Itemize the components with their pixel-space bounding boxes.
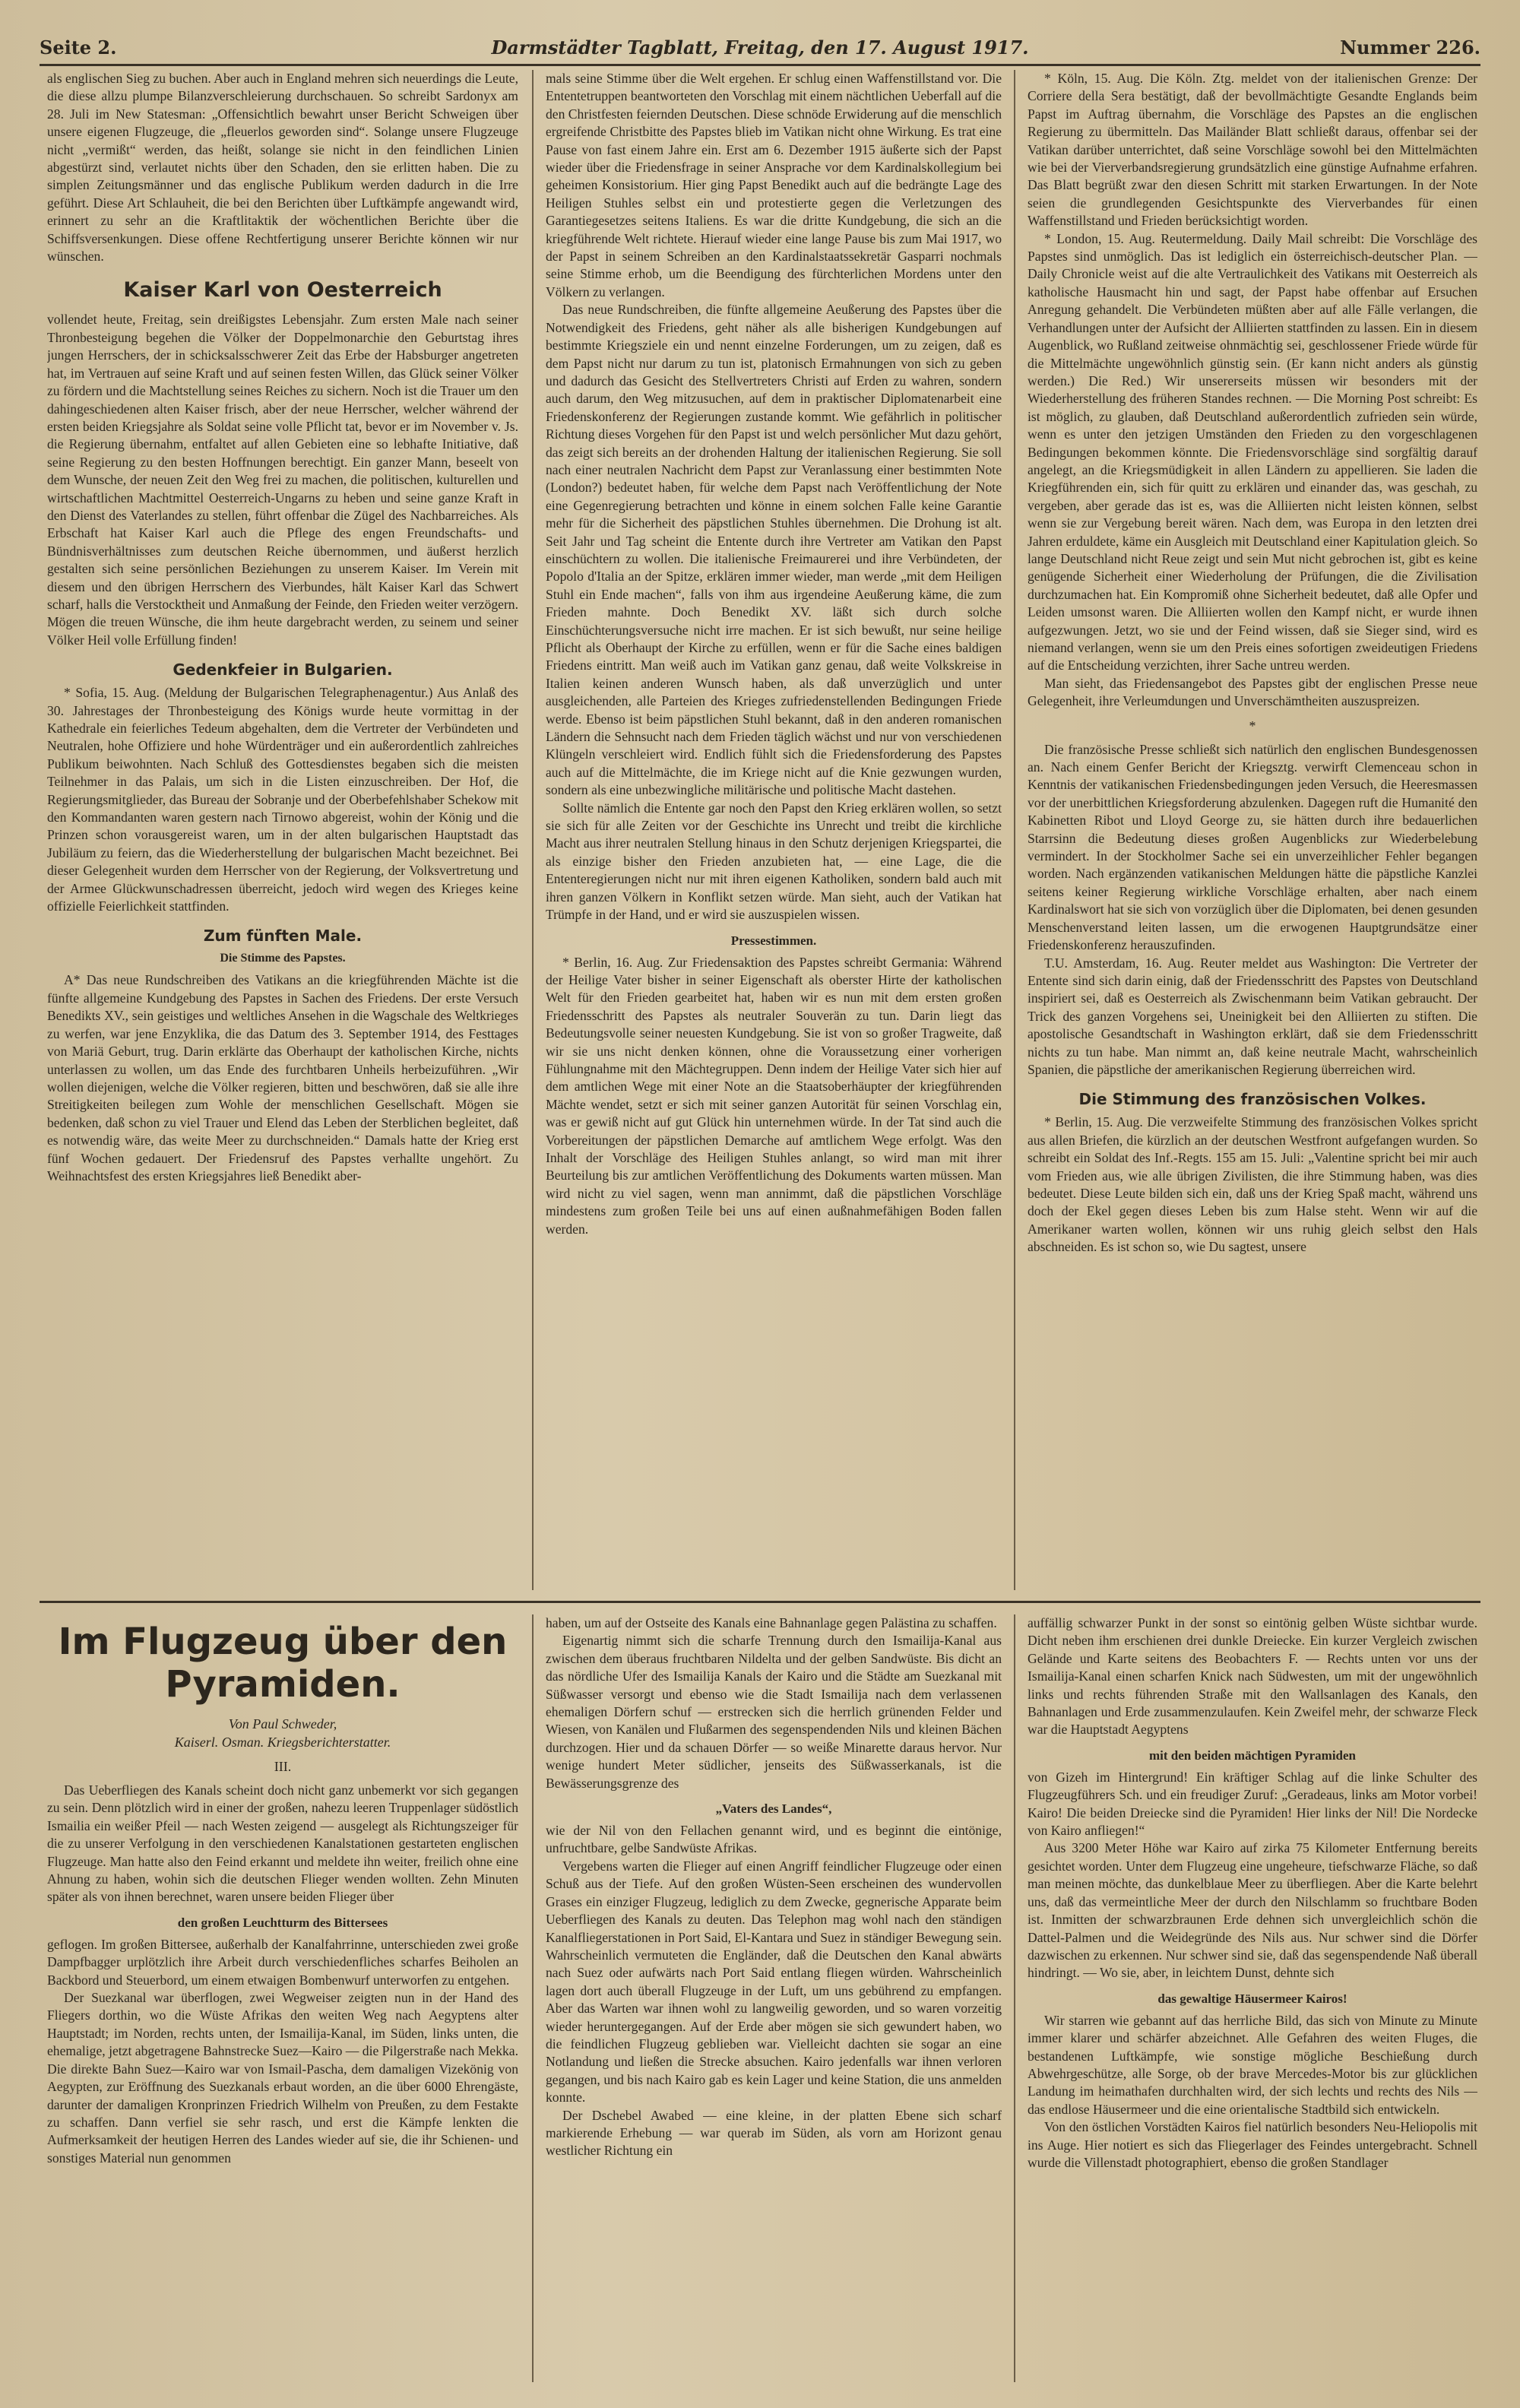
article-text: * Berlin, 16. Aug. Zur Friedensaktion des Papstes schreibt Germania: Während der Heilige Vater bisher in seiner Eigenschaft als oberster Hirte der katholischen Welt für den Frieden gearbeitet hat, haben wir es nun mit dem ersten großen Friedensschritt des Papstes als neutraler Souverän zu tun. Darin liegt das Bedeutungsvolle seiner neuesten Kundgebung. Sie ist von so großer Tragweite, daß wir sie uns nicht denken können, ohne die Voraussetzung einer vorherigen Fühlungnahme mit den Mächtegruppen. Denn indem der Heilige Vater sich hier auf dem amtlichen Wege mit einer Note an die Staatsoberhäupter der kriegführenden Mächte wendet, setzt er sich mit seiner ganzen Autorität für seinen Vorschlag ein, was er gewiß nicht auf gut Glück hin unternehmen würde. In der Tat sind auch die Vorbereitungen der päpstlichen Demarche auf amtlichem Wege erfolgt. Was den Inhalt der Vorschläge des Heiligen Stuhles anlangt, so wird man mit ihrer Beurteilung bis zur amtlichen Veröffentlichung des Dokuments warten müssen. Man wird nicht zu viel sagen, wenn man annimmt, daß die päpstlichen Vorschläge mindestens zum großen Teile bei uns auf einen außnahmefähigen Boden fallen werden. bbox=[546, 954, 1002, 1237]
article-text: Vergebens warten die Flieger auf einen Angriff feindlicher Flugzeuge oder einen Schuß aus der Tiefe. Auf den großen Wüsten-Seen erscheinen des wundervollen Grases ein einziger Flugzeug, lediglich zu dem Zwecke, gegnerische Apparate beim Ueberfliegen des Kanals zu deuten. Das Telephon mag wohl nach den ständigen Kanalfliegerstationen in Port Said, El-Kantara und Suez in ständiger Bewegung sein. Wahrscheinlich vermuteten die Engländer, daß die Deutschen den Kanal abwärts nach Suez oder aufwärts nach Port Said entlang fliegen würden. Wahrscheinlich lagen dort auch überall Flugzeuge in der Luft, um uns gebührend zu empfangen. Aber das Warten war ihnen wohl zu langweilig geworden, und so waren vorzeitig wieder heruntergegangen. Auf der Erde aber mögen sie sich gewundert haben, wo die feindlichen Flugzeug geblieben war. Vielleicht dachten sie sogar an eine Notlandung und ließen die Strecke absuchen. Kairo jedenfalls war ihnen verloren gegangen, und bis nach Kairo gab es kein Lager und keine Station, die uns anmelden konnte. bbox=[546, 1858, 1002, 2105]
column-1 bbox=[47, 70, 518, 1595]
article-text: geflogen. Im großen Bittersee, außerhalb der Kanalfahrrinne, unterschieden zwei große Dampfbagger urplötzlich ihre Arbeit durch verschiedenfliches scharfes Beiholen an Backbord und Steuerbord, um einem etwaigen Bombenwurf unterworfen zu entgehen. bbox=[47, 1936, 518, 1988]
headline-kaiser-karl: Kaiser Karl von Oesterreich bbox=[123, 278, 442, 303]
article-text: vollendet heute, Freitag, sein dreißigstes Lebensjahr. Zum ersten Male nach seiner Thronbesteigung begehen die Völker der Doppelmonarchie den Geburtstag ihres jungen Herrschers, der in schicksalsschwerer Zeit das Erbe der Habsburger angetreten hat, im Vertrauen auf seine Kraft und auf seinen festen Willen, das Glück seiner Völker zu fördern und die Machtstellung seines Reiches zu sichern. Noch ist die Trauer um den dahingeschiedenen alten Kaiser frisch, aber der neue Herrscher, welcher während der ersten beiden Kriegsjahre als Soldat seine volle Pflicht tat, bevor er im November v. Js. die Regierung übernahm, entfaltet auf allen Gebieten eine so lebhafte Initiative, daß seine Regierung zu den besten Hoffnungen berechtigt. Ein ganzer Mann, beseelt von dem Wunsche, der neuen Zeit den Weg frei zu machen, die politischen, kulturellen und wirtschaftlichen Machtmittel Oesterreich-Ungarns zu heben und seine ganze Kraft in den Dienst des Vaterlandes zu stellen, führt offenbar die Zügel des Nachbarreiches. Als Erbschaft hat Kaiser Karl auch die Pflege des engen Freundschafts- und Bündnisverhältnisses zum deutschen Reiche übernommen, und äußerst herzlich gestalten sich seine persönlichen Beziehungen zu unserem Kaiser. Im Verein mit diesem und den übrigen Herrschern des Vierbundes, hält Kaiser Karl das Schwert scharf, halls die Verstocktheit und Anmaßung der Feinde, den Frieden weiter verzögern. Mögen die treuen Wünsche, die ihm heute dargebracht werden, zu seinem und seiner Völker Heil volle Erfüllung finden! bbox=[47, 312, 518, 648]
article-text: Die französische Presse schließt sich natürlich den englischen Bundesgenossen an. Nach einem Genfer Bericht der Kriegsztg. verwirft Clemenceau schon in Kenntnis der vatikanischen Friedensbedingungen jeden Versuch, die Heeresmassen vor der unerbittlichen Kriegsforderung abzulenken. Dagegen ruft die Humanité den Kabinetten Ribot und Lloyd George zu, sie hätten durch ihre bedauerlichen Starrsinn die Bedeutung dieses großen Augenblicks zur Wiederbelebung vermindert. In der Stockholmer Sache sei ein unverzeihlicher Fehler begangen worden. Nach ergänzenden vatikanischen Meldungen hätte die päpstliche Kanzlei seitens keiner Regierung wirkliche Vorschläge erhalten, aber nach einem Kardinalswort hat sie sich von vorzüglich über die Diplomaten, bei denen gesunden Menschenverstand leiten lassen, um die erwogenen Hauptgrundsätze einer Friedenskonferenz herauszufinden. bbox=[1028, 741, 1477, 953]
headline-bulgaria: Gedenkfeier in Bulgarien. bbox=[173, 661, 393, 680]
headline-press-voices: Pressestimmen. bbox=[730, 933, 817, 948]
column-divider bbox=[1014, 70, 1015, 1590]
article-text: haben, um auf der Ostseite des Kanals eine Bahnanlage gegen Palästina zu schaffen. bbox=[546, 1615, 997, 1630]
column-3 bbox=[1028, 70, 1477, 1595]
section-star: * bbox=[1249, 718, 1256, 733]
article-text: A* Das neue Rundschreiben des Vatikans an die kriegführenden Mächte ist die fünfte allgemeine Kundgebung des Papstes in Sachen des Friedens. Der erste Versuch Benedikts XV., sein geistiges und weltliches Ansehen in die Wagschale des Weltkrieges zu werfen, war jene Enzyklika, die das Datum des 3. September 1914, des Festtages von Mariä Geburt, trug. Darin erklärte das Oberhaupt der katholischen Kirche, nichts unterlassen zu wollen, um das Ende des furchtbaren Unheils herbeizuführen. „Wir wollen diejenigen, welche die Völker regieren, bitten und beschwören, daß sie alle ihre Streitigkeiten beilegen zum Wohle der menschlichen Gesellschaft. Mögen sie bedenken, daß schon zu viel Trauer und Elend das Leben der Sterblichen begleitet, daß es notwendig wäre, das weite Meer zu durchschneiden.“ Damals hatte der Krieg erst fünf Wochen gedauert. Der Friedensruf des Papstes verhallte ungehört. Zu Weihnachtsfest des ersten Kriegsjahres ließ Benedikt aber- bbox=[47, 972, 518, 1183]
article-text: wie der Nil von den Fellachen genannt wird, und es beginnt die eintönige, unfruchtbare, gelbe Sandwüste Afrikas. bbox=[546, 1823, 1002, 1856]
page-number: Seite 2. bbox=[40, 36, 117, 59]
article-text: * Sofia, 15. Aug. (Meldung der Bulgarischen Telegraphenagentur.) Aus Anlaß des 30. Jahrestages der Thronbesteigung des Königs wurde heute vormittag in der Kathedrale ein feierliches Tedeum abgehalten, dem die Vertreter der Verbündeten und Neutralen, hohe Offiziere und hohe Würdenträger und ein außerordentlich zahlreiches Publikum beiwohnten. Nach Schluß des Gottesdienstes begaben sich die meisten Teilnehmer in das Palais, um sich in die Listen einzuschreiben. Der Hof, die Regierungsmitglieder, das Bureau der Sobranje und der Oberbefehlshaber Schekow mit den Kommandanten waren gestern nach Tirnowo abgereist, wohin der König und die Prinzen schon vorausgereist waren, um in der alten bulgarischen Hauptstadt das Jubiläum zu feiern, das die Wiederherstellung der bulgarischen Macht bezeichnet. Bei dieser Gelegenheit wurden dem Herrscher von der Regierung, der Volksvertretung und der Armee Glückwunschadressen überreicht, jedoch wird wegen des Krieges keine offizielle Feierlichkeit stattfinden. bbox=[47, 685, 518, 914]
feature-headline: Im Flugzeug über den Pyramiden. bbox=[58, 1621, 508, 1706]
feature-subhead: das gewaltige Häusermeer Kairos! bbox=[1157, 1991, 1347, 2006]
issue-number: Nummer 226. bbox=[1340, 36, 1480, 59]
article-text: Eigenartig nimmt sich die scharfe Trennung durch den Ismailija-Kanal aus zwischen dem überaus fruchtbaren Nildelta und der gelben Sandwüste. Bis dicht an das nördliche Ufer des Ismailija Kanals der Kairo und die Städte am Suezkanal mit Süßwasser versorgt und ebenso wie die Stadt Ismailija nach dem verlassenen ehemaligen Dörfern schuf — erstrecken sich die herrlich grünenden Felder und Wiesen, von Kanälen und Flußarmen des segenspendenden Nils und kleinen Bächen durchzogen. Hier und da schauen Dörfer — so weiße Minarette daraus hervor. Nur wenige hundert Meter südlicher, jenseits des Süßwasserkanals, ist die Bewässerungsgrenze des bbox=[546, 1633, 1002, 1791]
feature-subhead: „Vaters des Landes“, bbox=[715, 1801, 832, 1817]
article-text: Der Suezkanal war überflogen, zwei Wegweiser zeigten nun in der Hand des Fliegers dorthin, wo die Wüste Afrikas den weiten Weg nach Aegyptens alter Hauptstadt; im Norden, rechts unten, der Ismailija-Kanal, im Süden, links unten, die ehemalige, jetzt abgetragene Bahnstrecke Suez—Kairo — die Pilgerstraße nach Mekka. Die direkte Bahn Suez—Kairo war von Ismail-Pascha, dem damaligen Vizekönig von Aegypten, zur Eröffnung des Suezkanals erbaut worden, an die über 6000 Ehrengäste, darunter der damaligen Kronprinzen Friedrich Wilhelm von Preußen, zu dem Festakte zu schaffen. Dann verfiel sie sehr rasch, und erst die Kämpfe lenkten die Aufmerksamkeit der heutigen Herren des Landes wieder auf sie, die ihr Schienen- und sonstiges Material nun genommen bbox=[47, 1990, 518, 2166]
article-text: auffällig schwarzer Punkt in der sonst so eintönig gelben Wüste sichtbar wurde. Dicht neben ihm erschienen drei dunkle Dreiecke. Ein kurzer Vergleich zwischen Gelände und Karte seitens des Beobachters F. — Rechts unten vor uns der Ismailija-Kanal einen scharfen Knick nach Südwesten, um mit der ungewöhnlich links und rechts führenden Straße mit den Wallsanlagen des Kanals, den Bahnanlagen und Erde zusammenzulaufen. Kein Zweifel mehr, der schwarze Fleck war die Hauptstadt Aegyptens bbox=[1028, 1615, 1477, 1738]
headline-fifth-time: Zum fünften Male. bbox=[203, 927, 363, 946]
subheadline: Die Stimme des Papstes. bbox=[220, 952, 346, 965]
column-divider bbox=[532, 70, 534, 1590]
feature-byline: Von Paul Schweder, bbox=[228, 1716, 337, 1732]
article-text: * Berlin, 15. Aug. Die verzweifelte Stimmung des französischen Volkes spricht aus allen Briefen, die kürzlich an der deutschen Westfront aufgefangen wurden. So schreibt ein Soldat des Inf.-Regts. 155 am 15. Juli: „Valentine spricht bei mir auch vom Frieden aus, wie alle übrigen Zivilisten, die ihre Stimmung haben, was dies bedeutet. Diese Leute bilden sich ein, daß uns der Krieg Spaß macht, während uns doch der Ekel gegen dieses Leben bis zum Halse steht. Wenn wir auf die Amerikaner warten wollen, können wir uns ruhig gleich selbst den Hals abschneiden. Es ist schon so, wie Du sagtest, unsere bbox=[1028, 1114, 1477, 1255]
newspaper-title-date: Darmstädter Tagblatt, Freitag, den 17. August 1917. bbox=[491, 36, 1029, 59]
article-text: T.U. Amsterdam, 16. Aug. Reuter meldet aus Washington: Die Vertreter der Entente sind sich darin einig, daß der Friedensschritt des Papstes von Deutschland inspiriert sei, daß es Oesterreich als Zwischenmann beim Vatikan gebraucht. Der Trick des ganzen Vorgehens sei, Uneinigkeit bei den Alliierten zu stiften. Die apostolische Gesandtschaft in Washington erklärt, daß sie dem Friedensschritt nichts zu tun habe. Man nimmt an, daß keine neutrale Macht, wahrscheinlich Spanien, die päpstliche der amerikanischen Regierung überreichen wird. bbox=[1028, 955, 1477, 1077]
article-text: Sollte nämlich die Entente gar noch den Papst den Krieg erklären wollen, so setzt sie sich für alle Zeiten vor der Geschichte ins Unrecht und treibt die kirchliche Macht aus ihrer neutralen Stellung hinaus in den Schutz derjenigen Kriegspartei, die als einzige bisher den Frieden anzubieten hat, — eine Lage, die die Ententeregierungen nicht nur mit ihren eigenen Katholiken, sondern bald auch mit ihren ganzen Völkern in Konflikt setzen würde. Man sieht, auch der Vatikan hat Trümpfe in der Hand, und er wird sie auszuspielen wissen. bbox=[546, 800, 1002, 923]
article-text: Der Dschebel Awabed — eine kleine, in der platten Ebene sich scharf markierende Erhebung — war querab im Süden, als vorn am Horizont genau westlicher Richtung ein bbox=[546, 2107, 1002, 2159]
article-text: Das Ueberfliegen des Kanals scheint doch nicht ganz unbemerkt vor sich gegangen zu sein. Denn plötzlich wird in einer der großen, nahezu leeren Truppenlager südöstlich Ismailia ein weißer Pfeil — nach Westen zeigend — ausgelegt als Richtungszeiger für die zu unserer Verfolgung in den verschiedenen Kanalstationen gestarteten englischen Flugzeuge. Man hatte also den Feind erkannt und meldete ihn weiter, freilich ohne eine Ahnung zu haben, wohin sich die deutschen Flieger wenden wollten. Zehn Minuten später als von ihnen berechnet, waren unsere beiden Flieger über bbox=[47, 1782, 518, 1905]
feature-byline-role: Kaiserl. Osman. Kriegsberichterstatter. bbox=[174, 1735, 391, 1750]
article-text: * Köln, 15. Aug. Die Köln. Ztg. meldet von der italienischen Grenze: Der Corriere della Sera bestätigt, daß der bevollmächtigte Gesandte Englands beim Papst im Auftrag übernahm, die Vorschläge des Papstes an die englischen Regierung zu übermitteln. Das Mailänder Blatt schließt daraus, offenbar sei der Vatikan darüber unterrichtet, daß seine Vorschläge sowohl bei den Mittelmächten wie bei der Vierverbandsregierung grundsätzlich eine günstige Aufnahme erfahren. Das Blatt begrüßt zwar den diesen Schritt mit starken Erwartungen. In der Note seien die grundlegenden Gesichtspunkte des Vierverbandes für einen Waffenstillstand und Frieden berücksichtigt worden. bbox=[1028, 71, 1477, 229]
column-divider bbox=[532, 1614, 534, 2382]
page-header bbox=[40, 33, 1480, 66]
feature-part-number: III. bbox=[274, 1759, 292, 1774]
feature-subhead: mit den beiden mächtigen Pyramiden bbox=[1149, 1747, 1356, 1763]
column-2 bbox=[546, 70, 1002, 1595]
article-text: Das neue Rundschreiben, die fünfte allgemeine Aeußerung des Papstes über die Notwendigkeit des Friedens, geht näher als alle bisherigen Kundgebungen auf bestimmte Kriegsziele ein und nennt einzelne Forderungen, um zu zeigen, daß es dem Papst nicht nur darum zu tun ist, platonisch Ermahnungen von sich zu geben und dadurch das Gesicht des Stellvertreters Christi auf Erden zu wahren, sondern auch darum, den Weg mitzusuchen, auf dem in praktischer Diplomatenarbeit eine Friedenskonferenz der Regierungen zustande kommt. Wie gefährlich in politischer Richtung dieses Vorgehen für den Papst ist und welch persönlicher Mut dazu gehört, das zeigt sich bereits an der drohenden Haltung der italienischen Regierung. Sie soll nach einer neutralen Nachricht dem Papst zur Veranlassung einer bestimmten Note (London?) bedeutet haben, für welche dem Papst nach Veröffentlichung der Note eine Gegenregierung betrachten und könne in einem solchen Falle keine Garantie mehr für die Sicherheit des päpstlichen Stuhles übernehmen. Die Drohung ist alt. Seit Jahr und Tag scheint die Entente durch ihre Vertreter am Vatikan den Papst einschüchtern zu wollen. Die italienische Freimaurerei und ihre Verbündeten, der Popolo d'Italia an der Spitze, erklären immer wieder, man werde „mit dem Heiligen Stuhl ein Ende machen“, falls von ihm aus irgendeine Aeußerung käme, die zum Frieden mahnte. Doch Benedikt XV. läßt sich durch solche Einschüchterungsversuche nicht irre machen. Er ist sich bewußt, nur seine heilige Pflicht als Oberhaupt der Kirche zu erfüllen, wenn er für die Sache eines baldigen Friedens eintritt. Man weiß auch im Vatikan ganz genau, daß weite Volkskreise in Italien keinen anderen Wunsch haben, als daß unverzüglich und unter ausgleichenden, alle Parteien des Krieges zufriedenstellenden Bedingungen Friede werde. Ebenso ist beim päpstlichen Stuhl bekannt, daß in den anderen romanischen Ländern die Sehnsucht nach dem Frieden täglich wächst und nur von verschiedenen Klüngeln verschleiert wird. Endlich fühlt sich die Friedensforderung des Papstes auch auf die Mittelmächte, die im Kriege nicht auf die Knie gezwungen wurden, sondern als eine unbezwingliche militärische und politische Macht dastehen. bbox=[546, 302, 1002, 798]
article-continuation: als englischen Sieg zu buchen. Aber auch in England mehren sich neuerdings die Leute, die diese allzu plumpe Bilanzverschleierung durchschauen. So schreibt Sardonyx am 28. Juli im New Statesman: „Offensichtlich bewahrt unser Bericht Schweigen über unsere eigenen Flugzeuge, die „fleuerlos geworden sind“. Solange unsere Flugzeuge nicht „vermißt“ werden, das heißt, solange sie nicht in den feindlichen Linien abgestürzt sind, verlautet nichts über den Schaden, den sie erlitten haben. Die zu simplen Zeitungsmänner und das englische Publikum werden dadurch in die Irre geführt. Diese Art Schlauheit, die bei den Berichten über Luftkämpfe angewandt wird, erinnert zu sehr an die Kraftlitaktik der wöchentlichen Berichte über die Schiffsversenkungen. Diese offene Rechtfertigung unserer Berichte können wir nur wünschen. bbox=[47, 71, 518, 265]
article-text: von Gizeh im Hintergrund! Ein kräftiger Schlag auf die linke Schulter des Flugzeugführers Sch. und ein freudiger Zuruf: „Geradeaus, links am Motor vorbei! Kairo! Die beiden Dreiecke sind die Pyramiden! Hier links der Nil! Die Nordecke von Kairo anfliegen!“ bbox=[1028, 1769, 1477, 1839]
article-text: Aus 3200 Meter Höhe war Kairo auf zirka 75 Kilometer Entfernung bereits gesichtet worden. Unter dem Flugzeug eine ungeheure, tiefschwarze Fläche, so daß man meinen möchte, das dunkelblaue Meer zu überfliegen. Aber die Karte belehrt uns, daß das vermeintliche Meer der durch den Nilschlamm so fruchtbare Boden ist. Inmitten der schwarzbraunen Erde dehnen sich unvergleichlich schön die Dattel-Palmen und die Weidegründe des Nils aus. Nur schwer sind die Dörfer dazwischen zu erkennen. Nur schwer sind sie, daß das segenspendende Naß überall hindringt. — Wo sie, aber, in leichtem Dunst, dehnte sich bbox=[1028, 1840, 1477, 1981]
article-text: * London, 15. Aug. Reutermeldung. Daily Mail schreibt: Die Vorschläge des Papstes sind unmöglich. Das ist lediglich ein österreichisch-deutscher Plan. — Daily Chronicle weist auf die alte Vertraulichkeit des Vatikans mit Oesterreich als katholische Hausmacht hin und sagt, der Papst habe offenbar auf Ersuchen Anregung gehandelt. Die Verbündeten müßten aber auf alle Fälle verlangen, die Verhandlungen unter der Aufsicht der Alliierten stattfinden zu lassen. Ein in diesem Augenblick, wo Rußland zeitweise ohnmächtig sei, geschlossener Friede würde für die Mittelmächte ungewöhnlich günstig sein. (Er kann nicht anders als günstig werden.) Die Red.) Wir unsererseits müssen wir besonders mit der Wiederherstellung des früheren Standes rechnen. — Die Morning Post schreibt: Es ist möglich, zu glauben, daß Deutschland außerordentlich zufrieden sein würde, wenn es unter den jetzigen Umständen den Frieden zu den vorgeschlagenen Bedingungen bekommen könnte. Die Friedensvorschläge sind sorgfältig darauf angelegt, an die Kriegsmüdigkeit in allen Ländern zu appellieren. Sie laden die Kriegführenden ein, sich für quitt zu erklären und einander das, was geschah, zu vergeben, aber gerade das ist es, was die Alliierten nicht leisten können, selbst wenn sie zur Vergebung bereit wären. Nach dem, was Europa in den letzten drei Jahren erduldete, käme ein Ausgleich mit Deutschland einer Kapitulation gleich. So lange Deutschland nicht Reue zeigt und sein Mut nicht gebrochen ist, gibt es keine genügende Sicherheit einer Wiederholung der Prüfungen, die die Zivilisation durchzumachen hat. Ein Kompromiß ohne Sicherheit bedeutet, daß alle Opfer und Leiden umsonst waren. Die Alliierten wollen den Kampf nicht, er wurde ihnen aufgezwungen. Jetzt, wo sie und der Feind wissen, daß sie Sieger sind, wird es niemand verlangen, wenn sie um den Preis eines sofortigen zweideutigen Friedens auf die Entscheidung verzichten, ihrer Sache untreu werden. bbox=[1028, 230, 1477, 673]
feature-subhead: den großen Leuchtturm des Bittersees bbox=[177, 1915, 388, 1930]
feature-column-2 bbox=[546, 1614, 1002, 2387]
headline-french-mood: Die Stimmung des französischen Volkes. bbox=[1078, 1090, 1427, 1109]
article-text: mals seine Stimme über die Welt ergehen. Er schlug einen Waffenstillstand vor. Die Ententetruppen beantworteten den Vorschlag mit einem nächtlichen Ueberfall auf die den Christfesten feiernden Deutschen. Diese schnöde Erwiderung auf die menschlich ergreifende Christbitte des Papstes blieb im Vatikan nicht ohne Wirkung. Es trat eine Pause von fast einem Jahre ein. Erst am 6. Dezember 1915 äußerte sich der Papst wieder über die Friedensfrage in seiner Ansprache vor dem Kardinalskollegium bei geheimen Konsistorium. Hier ging Papst Benedikt auch auf die bedrängte Lage des Heiligen Stuhles selbst ein und protestierte gegen die Verletzungen des Garantiegesetzes seitens Italiens. Es war die dritte Kundgebung, die sich an die kriegführende Welt richtete. Hierauf wieder eine lange Pause bis zum Mai 1917, wo der Papst in seinem Schreiben an den Kardinalstaatssekretär Gasparri nochmals seine Stimme erhob, um die Beendigung des fürchterlichen Mordens unter den Völkern zu verlangen. bbox=[546, 71, 1002, 299]
article-text: Von den östlichen Vorstädten Kairos fiel natürlich besonders Neu-Heliopolis mit ins Auge. Hier notiert es sich das Fliegerlager des Feindes untergebracht. Schnell wurde die Villenstadt photographiert, ebenso die großen Standlager bbox=[1028, 2119, 1477, 2170]
feature-column-3 bbox=[1028, 1614, 1477, 2387]
article-text: Man sieht, das Friedensangebot des Papstes gibt der englischen Presse neue Gelegenheit, ihre Verleumdungen und Unverschämtheiten auszuspreizen. bbox=[1028, 675, 1477, 709]
feature-column-1 bbox=[47, 1614, 518, 2387]
column-divider bbox=[1014, 1614, 1015, 2382]
article-text: Wir starren wie gebannt auf das herrliche Bild, das sich von Minute zu Minute immer klarer und schärfer abzeichnet. Alle Gefahren des weiten Fluges, die bestandenen Luftkämpfe, wie sonstige mögliche Beschießung durch Abwehrgeschütze, alle Sorge, ob der brave Mercedes-Motor bis zur glücklichen Landung im heimathafen durchhalten wird, der sich lechts und rechts des Nils — das endlose Häusermeer und die eine orientalische Stadtbild sich entwickeln. bbox=[1028, 2012, 1477, 2117]
feature-separator-rule bbox=[40, 1601, 1480, 1603]
